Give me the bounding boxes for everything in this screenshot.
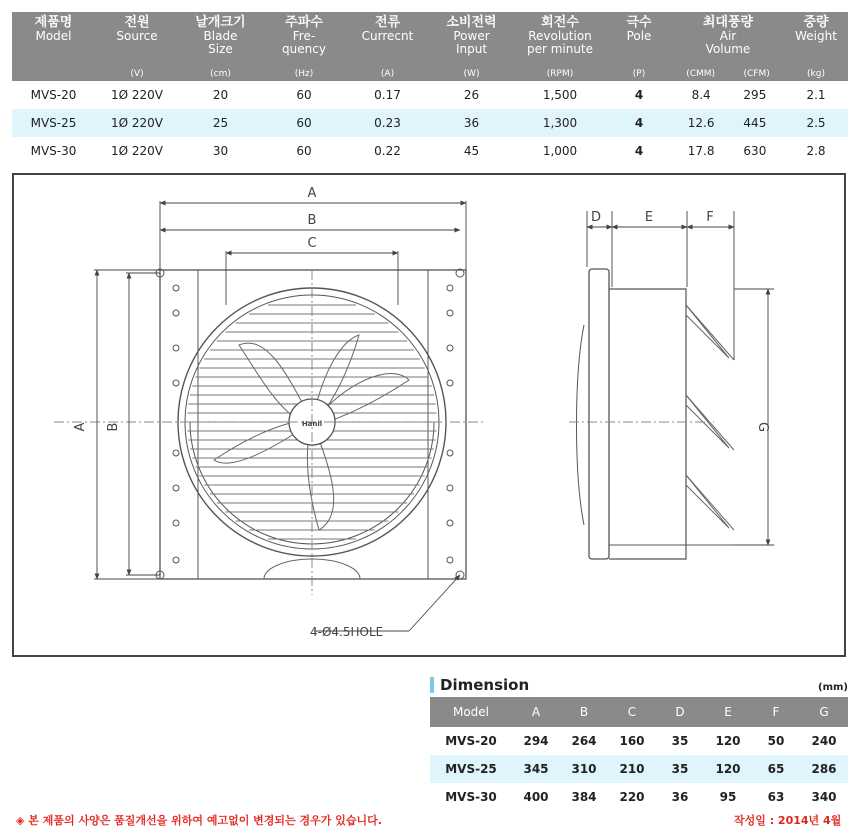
- dim-col-e: E: [704, 697, 752, 727]
- drawing-svg: [14, 175, 844, 655]
- cell-freq: 60: [296, 144, 312, 158]
- dim-col-g: G: [800, 697, 848, 727]
- cell-cmm: 17.8: [687, 144, 715, 158]
- dim-col-d: D: [656, 697, 704, 727]
- label-a: A: [307, 186, 317, 201]
- cell-cfm: 630: [743, 144, 767, 158]
- dimension-unit: (mm): [818, 682, 848, 693]
- cell-cfm: 295: [743, 88, 767, 102]
- cell-air-volume: [672, 109, 784, 137]
- dimension-row-mvs-20: [430, 727, 848, 755]
- cell-air-volume: [672, 137, 784, 165]
- spec-header-row: [12, 12, 848, 81]
- side-dimensions: [587, 211, 774, 545]
- cell-rpm: 1,300: [514, 109, 606, 137]
- cell-power: 45: [463, 144, 480, 158]
- col-weight: 중량 Weight (kg): [784, 12, 848, 81]
- title-accent-bar: [430, 677, 434, 693]
- dim-col-b: B: [560, 697, 608, 727]
- label-f: F: [706, 210, 714, 225]
- cell-model: MVS-25: [12, 109, 95, 137]
- cell-blade: 30: [212, 144, 229, 158]
- dimension-header-row: [430, 697, 848, 727]
- dimension-row-mvs-30: [430, 783, 848, 811]
- spec-row-mvs-30: [12, 137, 848, 165]
- col-air-volume: 최대풍량 Air Volume (CMM) (CFM): [672, 12, 784, 81]
- dimension-table: [430, 697, 848, 811]
- dimension-title: [430, 676, 529, 694]
- col-model: 제품명 Model: [12, 12, 95, 81]
- side-curve: [577, 325, 585, 525]
- louvers: [686, 305, 734, 530]
- dim-cell: 345: [512, 755, 560, 783]
- dim-cell: 340: [811, 790, 837, 804]
- cell-freq: 60: [262, 109, 346, 137]
- cell-air-volume: [672, 81, 784, 109]
- dim-cell: 286: [800, 755, 848, 783]
- dim-cell: 264: [571, 734, 597, 748]
- label-g: G: [755, 421, 770, 433]
- label-side-b: B: [106, 422, 121, 432]
- cell-model: MVS-30: [30, 144, 77, 158]
- col-blade-size: 날개크기 Blade Size (cm): [179, 12, 262, 81]
- col-rpm: 회전수 Revolution per minute (RPM): [514, 12, 606, 81]
- dim-cell: 95: [719, 790, 737, 804]
- cell-cmm: 8.4: [691, 88, 711, 102]
- dim-cell: 384: [571, 790, 597, 804]
- dim-cell: 220: [619, 790, 645, 804]
- creation-date: 작성일 : 2014년 4월: [734, 814, 842, 827]
- dim-cell: 400: [523, 790, 549, 804]
- col-frequency: 주파수 Fre- quency (Hz): [262, 12, 346, 81]
- cell-blade: 20: [212, 88, 229, 102]
- dim-cell: MVS-25: [430, 755, 512, 783]
- side-plate: [589, 269, 609, 559]
- dim-cell: 240: [811, 734, 837, 748]
- cell-power: 26: [463, 88, 480, 102]
- spec-table: [12, 12, 848, 165]
- label-c: C: [307, 236, 317, 251]
- dim-col-model: Model: [430, 697, 512, 727]
- col-power: 소비전력 Power Input (W): [429, 12, 514, 81]
- cell-current: 0.17: [374, 88, 401, 102]
- cell-weight: 2.5: [784, 109, 848, 137]
- dim-col-f: F: [752, 697, 800, 727]
- label-b: B: [307, 213, 317, 228]
- front-dimensions: [94, 201, 466, 631]
- dim-cell: 310: [560, 755, 608, 783]
- unit-cfm: (CFM): [743, 69, 770, 79]
- cell-weight: 2.1: [806, 88, 826, 102]
- cell-rpm: 1,500: [542, 88, 578, 102]
- dim-cell: 120: [715, 734, 741, 748]
- hole-leader: [409, 575, 460, 631]
- dimension-row-mvs-25: [430, 755, 848, 783]
- dim-cell: 35: [656, 755, 704, 783]
- dim-cell: 50: [767, 734, 785, 748]
- label-hole: 4-Ø4.5HOLE: [310, 625, 384, 639]
- cell-pole: 4: [634, 88, 644, 102]
- label-side-a: A: [73, 422, 88, 432]
- cell-current: 0.22: [374, 144, 401, 158]
- cell-cfm: 445: [743, 116, 767, 130]
- cell-weight: 2.8: [806, 144, 826, 158]
- dim-cell: 36: [671, 790, 689, 804]
- cell-source: 1Ø 220V: [110, 144, 163, 158]
- dim-cell: MVS-20: [445, 734, 497, 748]
- dim-cell: 160: [619, 734, 645, 748]
- spec-row-mvs-20: [12, 81, 848, 109]
- cell-source: 1Ø 220V: [110, 88, 163, 102]
- dim-col-c: C: [608, 697, 656, 727]
- label-d: D: [590, 210, 602, 225]
- dim-cell: 120: [704, 755, 752, 783]
- cell-blade: 25: [179, 109, 262, 137]
- cell-source: 1Ø 220V: [95, 109, 179, 137]
- dimension-title-text: Dimension: [440, 676, 530, 694]
- side-view: [569, 269, 764, 559]
- cell-model: MVS-20: [30, 88, 77, 102]
- cell-pole: 4: [606, 109, 672, 137]
- dim-cell: 294: [523, 734, 549, 748]
- label-e: E: [644, 210, 654, 225]
- spec-row-mvs-25: [12, 109, 848, 137]
- dim-col-a: A: [512, 697, 560, 727]
- dim-cell: 35: [671, 734, 689, 748]
- technical-drawing: [12, 173, 846, 657]
- dim-cell: 65: [752, 755, 800, 783]
- fan-logo: Hanil: [301, 420, 323, 428]
- spec-change-notice: ◈ 본 제품의 사양은 품질개선을 위하여 예고없이 변경되는 경우가 있습니다.: [16, 814, 382, 827]
- dim-cell: MVS-30: [445, 790, 497, 804]
- dim-cell: 210: [608, 755, 656, 783]
- col-pole: 극수 Pole (P): [606, 12, 672, 81]
- cell-rpm: 1,000: [542, 144, 578, 158]
- side-body: [609, 289, 686, 559]
- cell-cmm: 12.6: [687, 116, 715, 130]
- cell-freq: 60: [296, 88, 312, 102]
- cell-pole: 4: [634, 144, 644, 158]
- cell-power: 36: [429, 109, 514, 137]
- dim-cell: 63: [767, 790, 785, 804]
- cell-current: 0.23: [346, 109, 429, 137]
- col-current: 전류 Currecnt (A): [346, 12, 429, 81]
- col-source: 전원 Source (V): [95, 12, 179, 81]
- unit-cmm: (CMM): [686, 69, 716, 79]
